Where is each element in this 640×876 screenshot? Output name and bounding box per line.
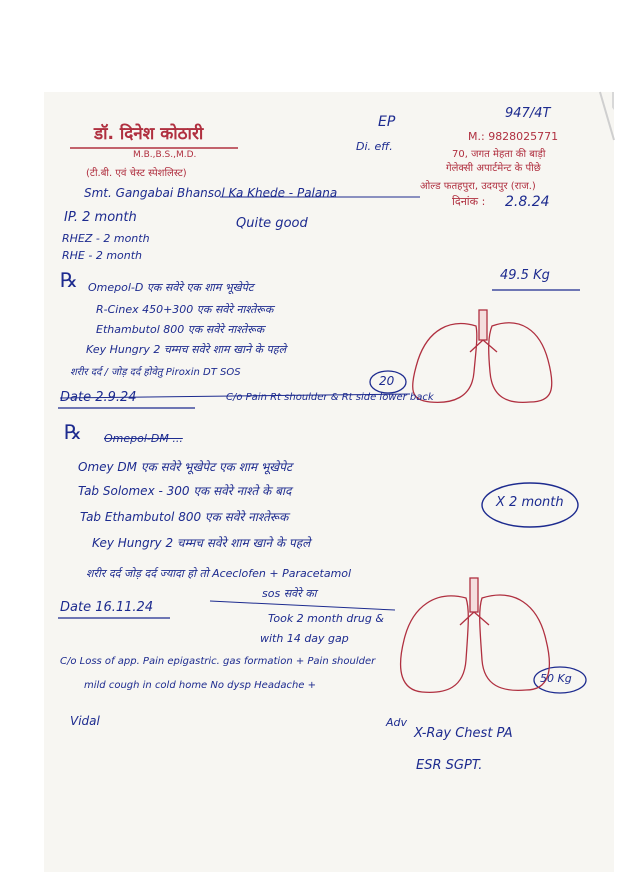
investigation-2: ESR SGPT. [416,758,483,773]
duration-note: X 2 month [496,495,564,510]
address-line-1: 70, जगत मेहता की बाड़ी [452,149,546,160]
doctor-degrees: M.B.,B.S.,M.D. [133,150,197,160]
date-1: 2.8.24 [505,194,550,210]
rx2-item: Key Hungry 2 चम्मच सवेरे शाम खाने के पहले [92,536,311,550]
complaint-3-line-1: C/o Loss of app. Pain epigastric. gas formation + Pain shoulder [60,656,376,667]
address-line-2: गेलेक्सी अपार्टमेन्ट के पीछे [446,163,541,174]
rx2-item: Tab Ethambutol 800 एक सवेरे नाश्तेरूक [80,510,289,524]
rx2-item: शरीर दर्द जोड़ दर्द ज्यादा हो तो Aceclofen + Paracetamol [86,567,352,580]
top-sub: Di. eff. [356,140,393,153]
investigation-1: X-Ray Chest PA [414,726,513,741]
advice-label: Adv [386,716,408,729]
address-line-3: ओल्ड फतहपुरा, उदयपुर (राज.) [420,181,536,192]
rx2-heading: Omepol-DM ... [104,432,183,445]
rhe-duration: RHE - 2 month [62,249,143,262]
date-3: Date 16.11.24 [60,600,154,615]
complaint-3-line-2: mild cough in cold home No dysp Headache + [84,680,316,691]
rx2-item: Tab Solomex - 300 एक सवेरे नाश्ते के बाद [78,484,292,498]
rx1-item: Omepol-D एक सवेरे एक शाम भूखेपेट [88,281,254,294]
weight-3: 50 Kg [540,672,572,685]
sos-note: sos सवेरे का [262,587,317,600]
vidal-note: Vidal [70,714,100,728]
count-20: 20 [379,374,395,388]
doctor-name: डॉ. दिनेश कोठारी [94,124,204,144]
reference-number: 947/4T [505,106,551,121]
status-note: Quite good [236,216,308,231]
took-line-2: with 14 day gap [260,632,349,645]
doctor-specialty: (टी.बी. एवं चेस्ट स्पेशलिस्ट) [86,168,187,179]
rhez-duration: RHEZ - 2 month [62,232,150,245]
rx1-item: Ethambutol 800 एक सवेरे नाश्तेरूक [96,323,265,336]
rx-symbol-2: ℞ [64,420,82,444]
date-label: दिनांक : [452,195,486,208]
rx-symbol-1: ℞ [60,268,78,292]
weight-1: 49.5 Kg [500,268,550,283]
rx1-item: R-Cinex 450+300 एक सवेरे नाश्तेरूक [96,303,274,316]
rx1-item: शरीर दर्द / जोड़ दर्द होवेतु Piroxin DT SOS [70,367,241,378]
top-code: EP [378,114,396,130]
complaint-2: C/o Pain Rt shoulder & Rt side lower back [226,392,434,403]
rx1-item: Key Hungry 2 चम्मच सवेरे शाम खाने के पहले [86,343,287,356]
mobile-number: M.: 9828025771 [468,130,559,143]
date-2: Date 2.9.24 [60,390,137,405]
took-line-1: Took 2 month drug & [268,612,384,625]
rx2-item: Omey DM एक सवेरे भूखेपेट एक शाम भूखेपेट [78,460,292,474]
ip-duration: IP. 2 month [64,210,137,225]
patient-name: Smt. Gangabai Bhansol Ka Khede - Palana [84,186,338,200]
